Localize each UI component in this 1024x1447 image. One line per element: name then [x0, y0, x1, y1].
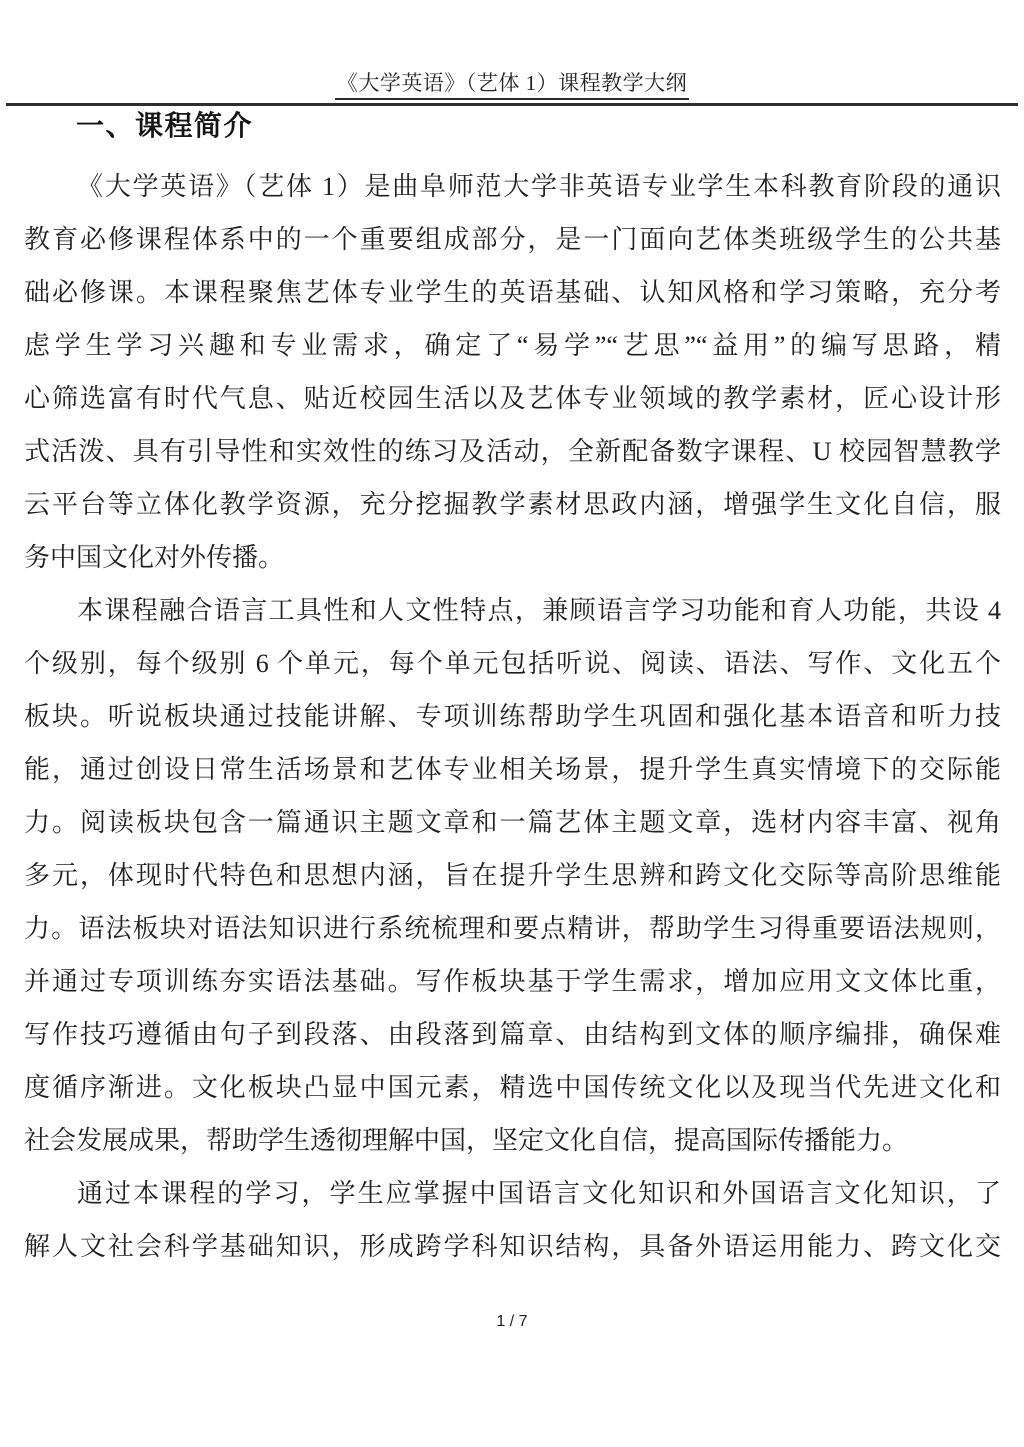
- header-rule: [6, 103, 1018, 106]
- text-line: 云平台等立体化教学资源，充分挖掘教学素材思政内涵，增强学生文化自信，服: [24, 490, 1001, 519]
- text-line: 社会发展成果，帮助学生透彻理解中国，坚定文化自信，提高国际传播能力。: [24, 1126, 909, 1155]
- page-number: 1 / 7: [496, 1313, 528, 1330]
- text-line: 多元，体现时代特色和思想内涵，旨在提升学生思辨和跨文化交际等高阶思维能: [24, 861, 1001, 890]
- text-line: 个级别，每个级别 6 个单元，每个单元包括听说、阅读、语法、写作、文化五个: [24, 649, 1001, 678]
- text-line: 虑学生学习兴趣和专业需求，确定了“易学”“艺思”“益用”的编写思路，精: [24, 331, 1001, 360]
- text-line: 通过本课程的学习，学生应掌握中国语言文化知识和外国语言文化知识，了: [77, 1179, 1001, 1208]
- text-line: 度循序渐进。文化板块凸显中国元素，精选中国传统文化以及现当代先进文化和: [24, 1073, 1001, 1102]
- text-line: 力。阅读板块包含一篇通识主题文章和一篇艺体主题文章，选材内容丰富、视角: [24, 808, 1001, 837]
- page-footer: [0, 1312, 1024, 1332]
- text-line: 教育必修课程体系中的一个重要组成部分，是一门面向艺体类班级学生的公共基: [24, 225, 1001, 254]
- document-title: 《大学英语》（艺体 1）课程教学大纲: [335, 70, 689, 100]
- text-line: 能，通过创设日常生活场景和艺体专业相关场景，提升学生真实情境下的交际能: [24, 755, 1001, 784]
- text-line: 务中国文化对外传播。: [24, 543, 285, 572]
- course-intro-content: [24, 160, 1001, 1273]
- text-line: 板块。听说板块通过技能讲解、专项训练帮助学生巩固和强化基本语音和听力技: [24, 702, 1001, 731]
- page-header: [0, 70, 1024, 100]
- text-line: 写作技巧遵循由句子到段落、由段落到篇章、由结构到文体的顺序编排，确保难: [24, 1020, 1001, 1049]
- text-line: 式活泼、具有引导性和实效性的练习及活动，全新配备数字课程、U 校园智慧教学: [24, 437, 1001, 466]
- paragraph-3: [24, 1167, 1001, 1273]
- text-line: 心筛选富有时代气息、贴近校园生活以及艺体专业领域的教学素材，匠心设计形: [24, 384, 1001, 413]
- section-heading: 一、课程简介: [76, 111, 254, 142]
- text-line: 并通过专项训练夯实语法基础。写作板块基于学生需求，增加应用文文体比重，: [24, 967, 1001, 996]
- text-line: 力。语法板块对语法知识进行系统梳理和要点精讲，帮助学生习得重要语法规则，: [24, 914, 1001, 943]
- text-line: 解人文社会科学基础知识，形成跨学科知识结构，具备外语运用能力、跨文化交: [24, 1232, 1001, 1261]
- text-line: 本课程融合语言工具性和人文性特点，兼顾语言学习功能和育人功能，共设 4: [77, 596, 1001, 625]
- text-line: 础必修课。本课程聚焦艺体专业学生的英语基础、认知风格和学习策略，充分考: [24, 278, 1001, 307]
- text-line: 《大学英语》（艺体 1）是曲阜师范大学非英语专业学生本科教育阶段的通识: [77, 172, 1001, 201]
- paragraph-2: [24, 584, 1001, 1167]
- paragraph-1: [24, 160, 1001, 584]
